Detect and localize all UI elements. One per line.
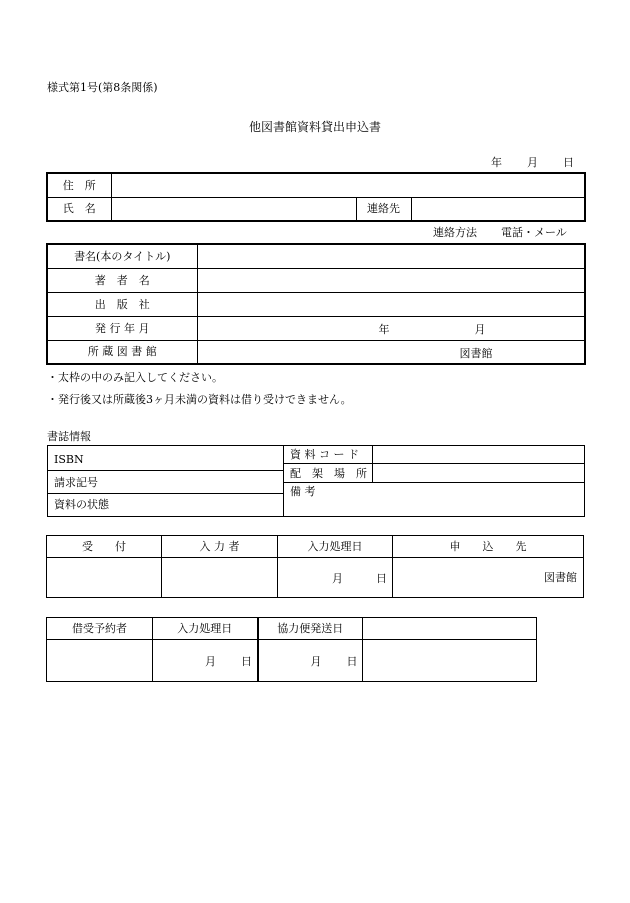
author-label: 著 者 名 bbox=[47, 268, 197, 292]
input-person-header: 入 力 者 bbox=[162, 536, 278, 558]
input-date-header: 入力処理日 bbox=[278, 536, 393, 558]
courier-date-month: 月 bbox=[310, 655, 322, 668]
received-header: 受 付 bbox=[47, 536, 162, 558]
publisher-label: 出 版 社 bbox=[47, 292, 197, 316]
date-day-label: 日 bbox=[563, 156, 574, 169]
courier-date-header: 協力便発送日 bbox=[258, 618, 363, 640]
applicant-table bbox=[46, 172, 586, 222]
contact-field[interactable] bbox=[411, 197, 585, 221]
author-field[interactable] bbox=[197, 268, 585, 292]
input-date-day: 日 bbox=[376, 572, 387, 585]
request-to-field[interactable] bbox=[393, 558, 584, 598]
request-to-suffix: 図書館 bbox=[544, 571, 577, 584]
material-code-field[interactable] bbox=[374, 447, 582, 462]
received-field[interactable] bbox=[47, 558, 162, 598]
contact-method-label: 連絡方法 bbox=[433, 226, 477, 239]
holding-library-suffix: 図書館 bbox=[459, 346, 493, 360]
reservation-blank-header bbox=[363, 618, 537, 640]
reservation-input-date-month: 月 bbox=[205, 655, 216, 668]
material-code-label: 資 料 コ ー ド bbox=[290, 448, 359, 461]
courier-date-day: 日 bbox=[346, 655, 358, 668]
processing-table bbox=[46, 535, 584, 598]
bibliographic-table bbox=[47, 445, 585, 517]
pubdate-year-label: 年 bbox=[378, 322, 390, 336]
reservation-input-date-day: 日 bbox=[241, 655, 252, 668]
holding-library-label: 所 蔵 図 書 館 bbox=[47, 340, 197, 364]
date-month-label: 月 bbox=[527, 156, 538, 169]
holding-library-field[interactable] bbox=[197, 340, 585, 364]
isbn-label: ISBN bbox=[54, 453, 84, 466]
date-year-label: 年 bbox=[491, 156, 502, 169]
bibliographic-section-label: 書誌情報 bbox=[47, 430, 91, 443]
reserver-field[interactable] bbox=[47, 640, 153, 682]
pubdate-label: 発 行 年 月 bbox=[47, 316, 197, 340]
book-title-field[interactable] bbox=[197, 244, 585, 268]
reservation-input-date-field[interactable] bbox=[153, 640, 258, 682]
shelf-location-label: 配 架 場 所 bbox=[290, 467, 367, 480]
contact-label: 連絡先 bbox=[356, 197, 411, 221]
form-number: 様式第1号(第8条関係) bbox=[47, 81, 158, 94]
input-date-month: 月 bbox=[332, 572, 343, 585]
contact-method-options: 電話・メール bbox=[501, 226, 567, 239]
condition-label: 資料の状態 bbox=[54, 498, 109, 511]
form-title: 他図書館資料貸出申込書 bbox=[248, 120, 381, 134]
isbn-field[interactable] bbox=[49, 447, 282, 469]
reservation-table bbox=[46, 617, 537, 682]
courier-date-field[interactable] bbox=[258, 640, 363, 682]
pubdate-field[interactable] bbox=[197, 316, 585, 340]
shelf-location-field[interactable] bbox=[374, 464, 582, 481]
address-label: 住 所 bbox=[47, 173, 111, 197]
name-label: 氏 名 bbox=[47, 197, 111, 221]
reservation-input-date-header: 入力処理日 bbox=[153, 618, 258, 640]
publisher-field[interactable] bbox=[197, 292, 585, 316]
reserver-header: 借受予約者 bbox=[47, 618, 153, 640]
note-thick-border: ・太枠の中のみ記入してください。 bbox=[47, 371, 223, 384]
request-to-header: 申 込 先 bbox=[393, 536, 584, 558]
material-table bbox=[46, 243, 586, 365]
book-title-label: 書名(本のタイトル) bbox=[47, 244, 197, 268]
pubdate-month-label: 月 bbox=[474, 322, 486, 336]
input-person-field[interactable] bbox=[162, 558, 278, 598]
input-date-field[interactable] bbox=[278, 558, 393, 598]
remarks-label: 備 考 bbox=[290, 485, 316, 498]
call-number-label: 請求記号 bbox=[54, 476, 98, 489]
address-field[interactable] bbox=[111, 173, 585, 197]
note-three-month-rule: ・発行後又は所蔵後3ヶ月未満の資料は借り受けできません。 bbox=[47, 393, 352, 406]
name-field[interactable] bbox=[111, 197, 356, 221]
reservation-blank-field[interactable] bbox=[363, 640, 537, 682]
